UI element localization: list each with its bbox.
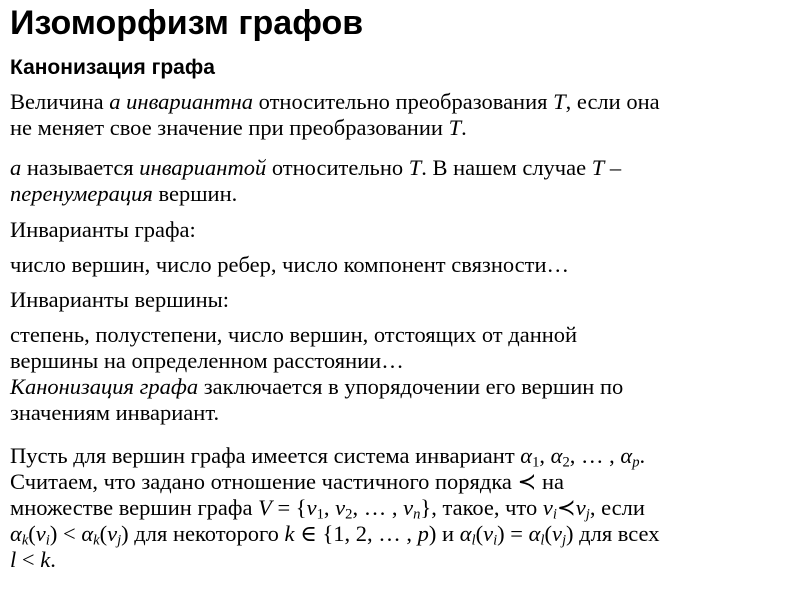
paragraph-vertex-invariants-heading: Инварианты вершины:	[10, 287, 230, 312]
section-subtitle: Канонизация графа	[10, 56, 215, 79]
paragraph-graph-invariants-list: число вершин, число ребер, число компонент связности…	[10, 252, 570, 277]
paragraph-invariant-definition: Величина a инвариантна относительно преобразования T, если она не меняет свое значение при преобразовании T.	[10, 89, 660, 140]
page-title: Изоморфизм графов	[10, 4, 364, 42]
paragraph-invariant-naming: a называется инвариантой относительно T. В нашем случае T – перенумерация вершин.	[10, 155, 622, 206]
paragraph-partial-order: Пусть для вершин графа имеется система инвариант $\alpha_1$, $\alpha_2$, … , $\alpha_p$. Считаем, что задано отношение частичного порядка ≺ на множестве вершин графа $V = \{v_1$, $v_2$, … , $v_n$}, такое, что $v_i≺v_j$, если $\alpha_k(v_i) < \alpha_k(v_j)$ для некоторого k ∈ {1, 2, … , p) и $\alpha_l(v_i) = \alpha_l(v_j)$ для всех l < k.	[10, 443, 660, 572]
paragraph-graph-invariants-heading: Инварианты графа:	[10, 217, 196, 242]
paragraph-vertex-invariants-list: степень, полустепени, число вершин, отстоящих от данной вершины на определенном расстоянии… Канонизация графа заключается в упорядочении его вершин по значениям инвариант.	[10, 322, 624, 425]
